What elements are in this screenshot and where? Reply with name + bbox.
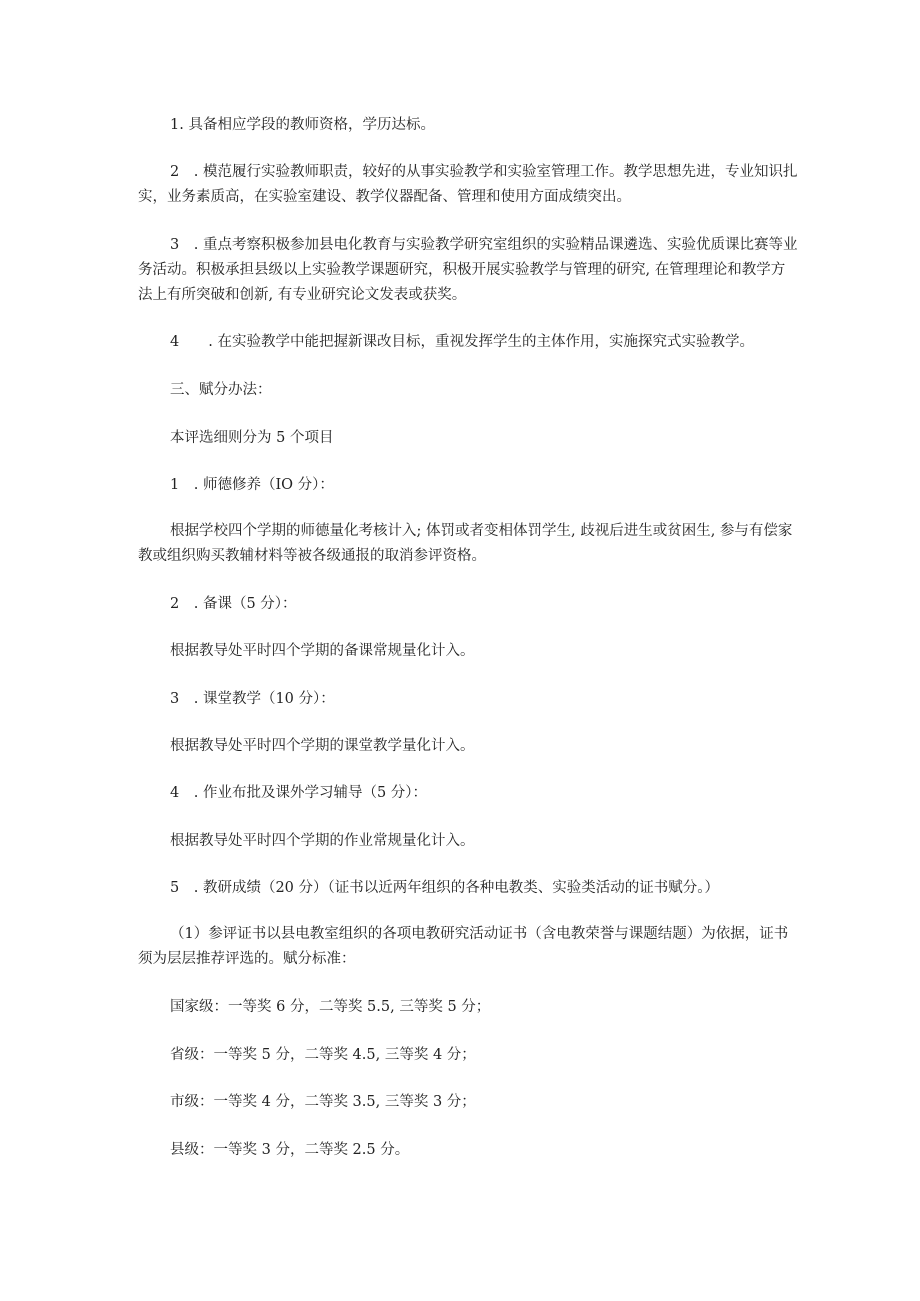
paragraph-requirement-1: 1. 具备相应学段的教师资格，学历达标。 [170,117,435,133]
award-level-national: 国家级：一等奖 6 分，二等奖 5.5, 三等奖 5 分； [170,999,491,1015]
paragraph-homework-detail: 根据教导处平时四个学期的作业常规量化计入。 [170,833,475,849]
award-level-city: 市级：一等奖 4 分，二等奖 3.5, 三等奖 3 分； [170,1094,476,1110]
item-heading-classroom: 3 . 课堂教学（10 分）： [170,691,335,707]
paragraph-certificate-rule: （1）参评证书以县电教室组织的各项电教研究活动证书（含电教荣誉与课题结题）为依据，证书须为层层推荐评选的。赋分标准： [138,926,789,967]
item-heading-lesson-prep: 2 . 备课（5 分）： [170,596,297,612]
item-heading-research: 5 . 教研成绩（20 分）（证书以近两年组织的各种电教类、实验类活动的证书赋分。） [170,880,720,896]
award-level-provincial: 省级：一等奖 5 分，二等奖 4.5, 三等奖 4 分； [170,1047,476,1063]
paragraph-classroom-detail: 根据教导处平时四个学期的课堂教学量化计入。 [170,738,475,754]
paragraph-items-intro: 本评选细则分为 5 个项目 [170,430,334,446]
item-heading-homework: 4 . 作业布批及课外学习辅导（5 分）： [170,785,428,801]
paragraph-requirement-3: 3 . 重点考察积极参加县电化教育与实验教学研究室组织的实验精品课遴选、实验优质课比赛等业务活动。积极承担县级以上实验教学课题研究，积极开展实验教学与管理的研究, 在管理理论和教学方法上有所突破和创新, 有专业研究论文发表或获奖。 [138,237,798,303]
paragraph-lesson-prep-detail: 根据教导处平时四个学期的备课常规量化计入。 [170,643,475,659]
paragraph-requirement-2: 2 . 模范履行实验教师职责，较好的从事实验教学和实验室管理工作。教学思想先进，专业知识扎实，业务素质高，在实验室建设、教学仪器配备、管理和使用方面成绩突出。 [138,164,798,205]
paragraph-requirement-4: 4 . 在实验教学中能把握新课改目标，重视发挥学生的主体作用，实施探究式实验教学。 [170,334,754,350]
paragraph-ethics-detail: 根据学校四个学期的师德量化考核计入; 体罚或者变相体罚学生, 歧视后进生或贫困生, 参与有偿家教或组织购买教辅材料等被各级通报的取消参评资格。 [138,523,793,564]
award-level-county: 县级：一等奖 3 分，二等奖 2.5 分。 [170,1142,410,1158]
item-heading-ethics: 1 . 师德修养（IO 分）： [170,477,334,493]
section-heading-scoring: 三、赋分办法： [170,382,272,398]
